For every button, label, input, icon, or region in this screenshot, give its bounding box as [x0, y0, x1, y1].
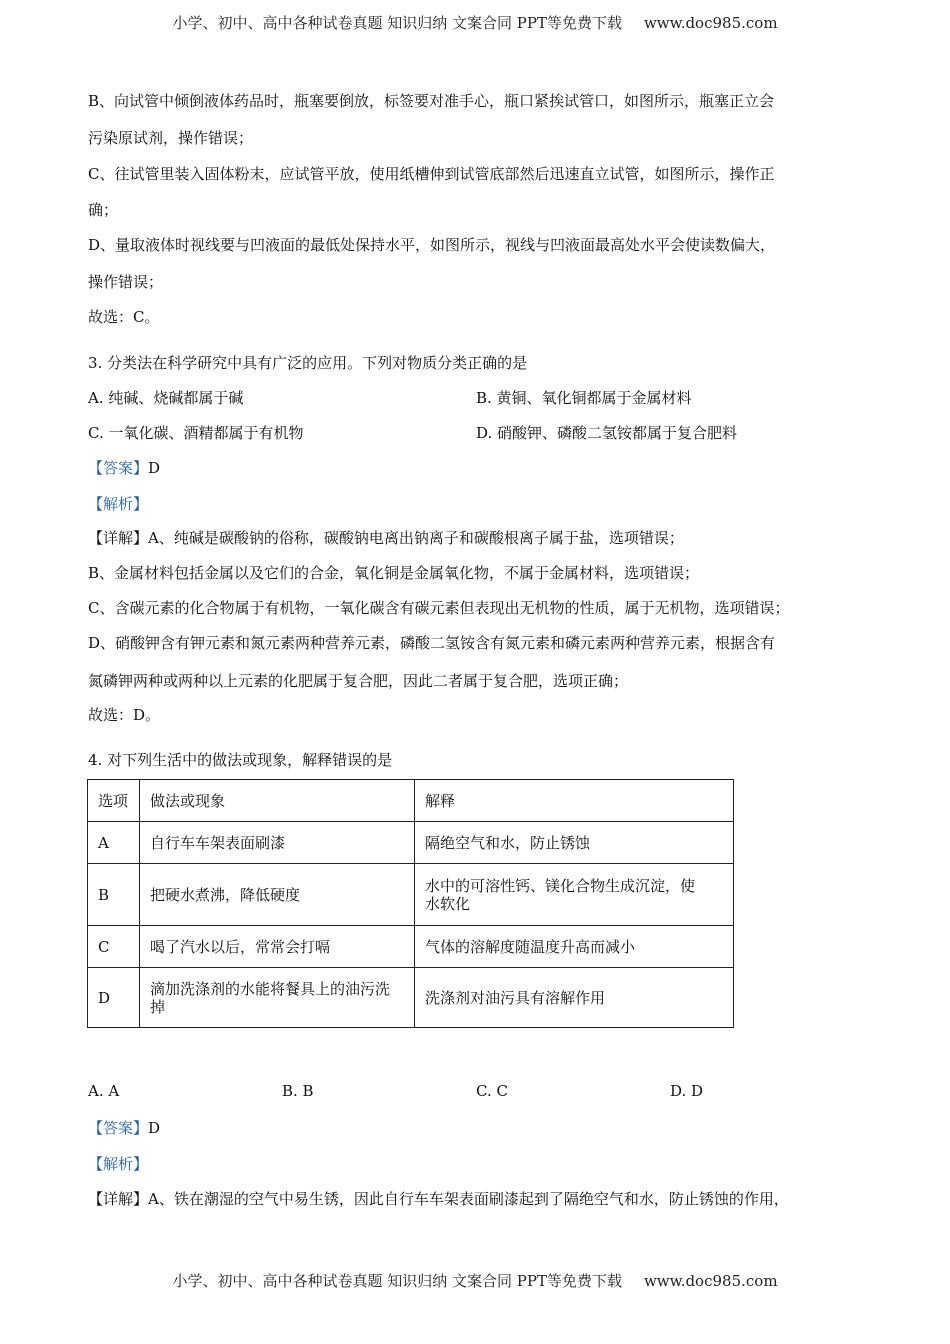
q3-option-a: A. 纯碱、烧碱都属于碱 — [88, 389, 244, 407]
table-row — [88, 864, 734, 926]
q3-answer-tag: 【答案】 — [88, 459, 149, 477]
table-header-cell: 选项 — [88, 780, 140, 822]
q3-option-c: C. 一氧化碳、酒精都属于有机物 — [88, 424, 304, 442]
q3-detail-d-line1: D、硝酸钾含有钾元素和氮元素两种营养元素，磷酸二氢铵含有氮元素和磷元素两种营养元素，根据含有 — [88, 634, 776, 652]
q2-option-b-line2: 污染原试剂，操作错误； — [88, 129, 254, 147]
q4-stem: 4. 对下列生活中的做法或现象，解释错误的是 — [88, 751, 393, 769]
q3-detail-tag: 【详解】 — [88, 529, 149, 547]
q3-detail-c: C、含碳元素的化合物属于有机物，一氧化碳含有碳元素但表现出无机物的性质，属于无机物，选项错误； — [88, 599, 790, 617]
q4-detail-a-text: A、铁在潮湿的空气中易生锈，因此自行车车架表面刷漆起到了隔绝空气和水，防止锈蚀的作用， — [148, 1190, 789, 1208]
page-header — [0, 12, 950, 33]
q2-choice: 故选：C。 — [88, 308, 160, 326]
table-cell: B — [88, 864, 140, 926]
q3-detail-b: B、金属材料包括金属以及它们的合金，氧化铜是金属氧化物，不属于金属材料，选项错误； — [88, 564, 700, 582]
q4-table — [87, 779, 734, 1028]
table-cell: 洗涤剂对油污具有溶解作用 — [415, 968, 734, 1028]
table-cell: 气体的溶解度随温度升高而减小 — [415, 926, 734, 968]
q4-option-b: B. B — [282, 1082, 314, 1100]
q4-answer-value: D — [148, 1119, 161, 1137]
table-header-row — [88, 780, 734, 822]
q3-analysis-tag: 【解析】 — [88, 495, 149, 513]
page-footer — [0, 1270, 950, 1291]
q4-option-d: D. D — [670, 1082, 704, 1100]
table-cell: A — [88, 822, 140, 864]
q4-analysis-tag: 【解析】 — [88, 1155, 149, 1173]
footer-text: 小学、初中、高中各种试卷真题 知识归纳 文案合同 PPT等免费下载 — [172, 1272, 622, 1290]
table-header-cell: 做法或现象 — [140, 780, 415, 822]
table-row — [88, 926, 734, 968]
header-site[interactable]: www.doc985.com — [643, 14, 778, 32]
q2-option-b-line1: B、向试管中倾倒液体药品时，瓶塞要倒放，标签要对准手心，瓶口紧挨试管口，如图所示，瓶塞正立会 — [88, 92, 775, 110]
table-cell: 滴加洗涤剂的水能将餐具上的油污洗掉 — [140, 968, 415, 1028]
header-text: 小学、初中、高中各种试卷真题 知识归纳 文案合同 PPT等免费下载 — [172, 14, 622, 32]
table-cell: 把硬水煮沸，降低硬度 — [140, 864, 415, 926]
q4-option-c: C. C — [476, 1082, 508, 1100]
q3-answer — [88, 457, 160, 478]
q3-stem: 3. 分类法在科学研究中具有广泛的应用。下列对物质分类正确的是 — [88, 354, 528, 372]
q4-detail-a — [88, 1188, 789, 1209]
q4-answer — [88, 1117, 160, 1138]
q3-option-b: B. 黄铜、氧化铜都属于金属材料 — [476, 389, 692, 407]
q2-option-c-line2: 确； — [88, 201, 119, 219]
q2-option-d-line2: 操作错误； — [88, 273, 164, 291]
q2-option-d-line1: D、量取液体时视线要与凹液面的最低处保持水平，如图所示，视线与凹液面最高处水平会使读数偏大， — [88, 236, 776, 254]
table-cell: 水中的可溶性钙、镁化合物生成沉淀，使水软化 — [415, 864, 734, 926]
q3-detail-a — [88, 527, 684, 548]
q2-option-c-line1: C、往试管里装入固体粉末，应试管平放，使用纸槽伸到试管底部然后迅速直立试管，如图所示，操作正 — [88, 165, 775, 183]
footer-site[interactable]: www.doc985.com — [643, 1272, 778, 1290]
q3-choice: 故选：D。 — [88, 706, 161, 724]
table-cell: 自行车车架表面刷漆 — [140, 822, 415, 864]
table-row — [88, 822, 734, 864]
q3-detail-d-line2: 氮磷钾两种或两种以上元素的化肥属于复合肥，因此二者属于复合肥，选项正确； — [88, 672, 629, 690]
q3-answer-value: D — [148, 459, 161, 477]
table-cell: 喝了汽水以后，常常会打嗝 — [140, 926, 415, 968]
table-cell: C — [88, 926, 140, 968]
q4-option-a: A. A — [88, 1082, 120, 1100]
table-cell: 隔绝空气和水，防止锈蚀 — [415, 822, 734, 864]
table-cell: D — [88, 968, 140, 1028]
q4-answer-tag: 【答案】 — [88, 1119, 149, 1137]
table-row — [88, 968, 734, 1028]
q3-option-d: D. 硝酸钾、磷酸二氢铵都属于复合肥料 — [476, 424, 738, 442]
q4-detail-tag: 【详解】 — [88, 1190, 149, 1208]
q3-detail-a-text: A、纯碱是碳酸钠的俗称，碳酸钠电离出钠离子和碳酸根离子属于盐，选项错误； — [148, 529, 684, 547]
table-header-cell: 解释 — [415, 780, 734, 822]
